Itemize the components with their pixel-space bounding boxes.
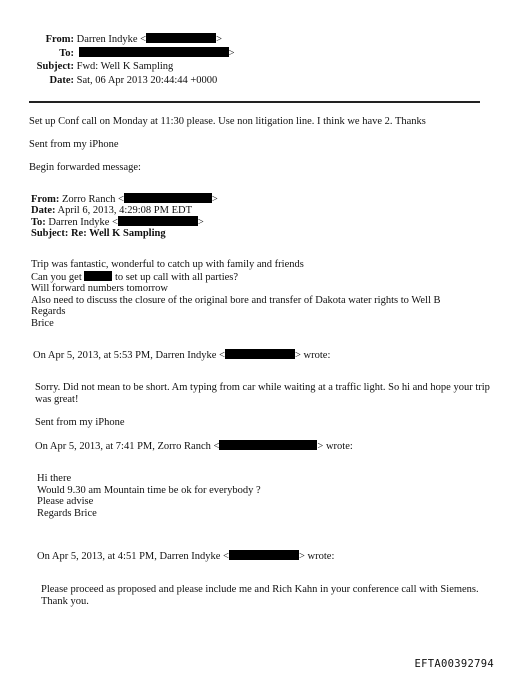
- redaction-bar: [225, 349, 295, 359]
- header-to-row: [0, 47, 235, 61]
- quote-line: Please advise: [37, 496, 94, 508]
- message-line: Trip was fantastic, wonderful to catch up with family and friends: [31, 259, 304, 270]
- redaction-bar: [118, 216, 198, 226]
- fwd-to-label: To:: [31, 217, 46, 228]
- quote-line: Regards Brice: [37, 507, 97, 519]
- message-line-text: Can you get: [31, 271, 82, 283]
- body-begin-forwarded: Begin forwarded message:: [29, 162, 141, 173]
- header-date-label: Date:: [49, 75, 74, 86]
- header-from-row: [0, 33, 235, 47]
- header-date-value: Sat, 06 Apr 2013 20:44:44 +0000: [76, 75, 218, 86]
- message-line: Regards: [31, 306, 66, 318]
- quote2-intro: [35, 440, 353, 453]
- redaction-bar: [229, 550, 299, 560]
- email-header: [0, 33, 235, 89]
- fwd-date-label: Date:: [31, 204, 56, 216]
- redaction-bar: [219, 440, 317, 450]
- fwd-subject-value: Re: Well K Sampling: [70, 227, 166, 239]
- quote-line: Thank you.: [41, 595, 89, 607]
- quote3-intro: [37, 550, 334, 563]
- fwd-subject-row: [31, 228, 218, 240]
- quote-line: Please proceed as proposed and please include me and Rich Kahn in your conference call with Siemens.: [41, 584, 479, 595]
- body-line1: Set up Conf call on Monday at 11:30 please. Use non litigation line. I think we have 2. Thanks: [29, 116, 426, 127]
- quote1-sent-from: Sent from my iPhone: [35, 417, 125, 428]
- message-1: [31, 259, 441, 330]
- header-from-end: >: [216, 34, 223, 45]
- fwd-from-label: From:: [31, 194, 60, 205]
- quote1-intro-text: On Apr 5, 2013, at 5:53 PM, Darren Indyke <: [33, 350, 225, 361]
- quote-line: was great!: [35, 393, 79, 405]
- fwd-to-value: Darren Indyke <: [48, 217, 118, 228]
- header-subject-row: [0, 61, 235, 75]
- message-line: Brice: [31, 317, 54, 329]
- header-to-label: To:: [59, 48, 74, 59]
- header-from-label: From:: [45, 34, 74, 45]
- quote2-wrote: > wrote:: [317, 441, 353, 452]
- header-to-end: >: [228, 48, 235, 59]
- fwd-to-end: >: [197, 217, 204, 228]
- quote-line: Would 9.30 am Mountain time be ok for everybody ?: [37, 484, 261, 496]
- redaction-bar: [84, 271, 112, 281]
- body-sent-from: Sent from my iPhone: [29, 139, 119, 150]
- fwd-subject-label: Subject:: [31, 227, 69, 239]
- fwd-from-row: [31, 193, 218, 205]
- forwarded-header: [31, 193, 218, 239]
- document-id: EFTA00392794: [414, 658, 494, 670]
- quote1-intro: [33, 349, 330, 362]
- fwd-date-value: April 6, 2013, 4:29:08 PM EDT: [57, 204, 193, 216]
- header-subject-value: Fwd: Well K Sampling: [76, 61, 174, 72]
- fwd-date-row: [31, 205, 218, 217]
- quote1-wrote: > wrote:: [294, 350, 331, 361]
- message-line: Also need to discuss the closure of the original bore and transfer of Dakota water rights to Well B: [31, 294, 441, 306]
- redaction-bar: [146, 33, 216, 43]
- header-date-row: [0, 75, 235, 89]
- quote2-intro-text: On Apr 5, 2013, at 7:41 PM, Zorro Ranch <: [35, 441, 220, 452]
- fwd-from-value: Zorro Ranch <: [62, 194, 124, 205]
- quote3-body: [41, 584, 479, 607]
- quote3-intro-text: On Apr 5, 2013, at 4:51 PM, Darren Indyke <: [37, 551, 229, 562]
- message-line-2: [31, 271, 441, 284]
- header-divider: [29, 101, 480, 103]
- header-subject-label: Subject:: [36, 61, 74, 72]
- fwd-to-row: [31, 216, 218, 228]
- quote1-body: [35, 382, 490, 405]
- quote3-wrote: > wrote:: [298, 551, 335, 562]
- message-line-text: to set up call with all parties?: [115, 271, 239, 283]
- message-line: Will forward numbers tomorrow: [31, 283, 168, 295]
- redaction-bar: [124, 193, 212, 203]
- fwd-from-end: >: [211, 194, 218, 205]
- redaction-bar: [79, 47, 229, 57]
- header-from-value: Darren Indyke <: [76, 34, 147, 45]
- quote-line: Sorry. Did not mean to be short. Am typing from car while waiting at a traffic light. So hi and hope your trip: [35, 382, 490, 393]
- quote2-body: [37, 473, 261, 519]
- quote-line: Hi there: [37, 473, 72, 484]
